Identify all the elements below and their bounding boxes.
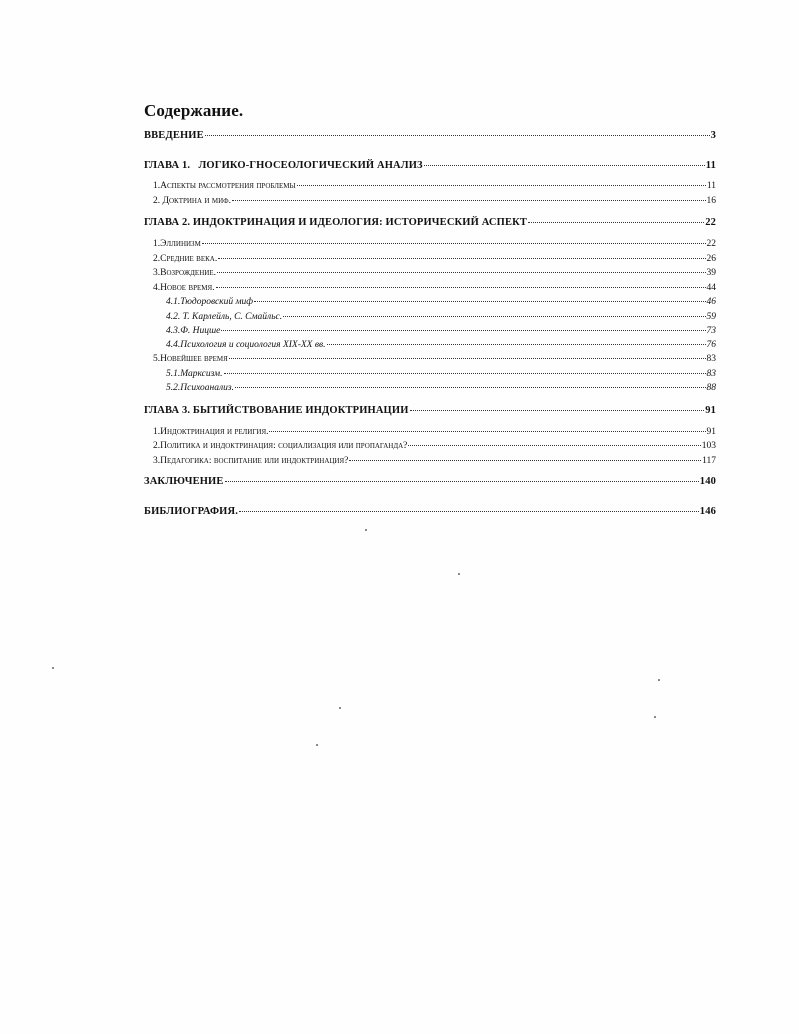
- toc-entry-label: 1.Эллинизм: [153, 239, 201, 249]
- toc-entry-section[interactable]: [153, 353, 716, 366]
- toc-entry-chapter-2[interactable]: [144, 216, 716, 229]
- toc-entry-page: 83: [706, 369, 716, 379]
- toc-entry-page: 44: [706, 283, 716, 293]
- toc-entry-label: ГЛАВА 2. ИНДОКТРИНАЦИЯ И ИДЕОЛОГИЯ: ИСТОРИЧЕСКИЙ АСПЕКТ: [144, 217, 528, 228]
- toc-entry-section[interactable]: [153, 238, 716, 251]
- toc-entry-label: 2. Доктрина и миф.: [153, 196, 232, 206]
- toc-entry-chapter-1[interactable]: [144, 159, 716, 172]
- scan-speck: [458, 573, 460, 575]
- toc-leader-dots: [254, 301, 705, 302]
- toc-entry-label: 1.Индоктринация и религия.: [153, 427, 269, 437]
- toc-entry-page: 140: [699, 476, 716, 487]
- toc-entry-page: 103: [701, 441, 716, 451]
- scan-speck: [316, 744, 318, 746]
- toc-leader-dots: [269, 431, 705, 432]
- toc-entry-subsection[interactable]: [166, 311, 716, 324]
- toc-entry-section[interactable]: [153, 426, 716, 439]
- toc-leader-dots: [408, 445, 700, 446]
- toc-entry-page: 26: [706, 254, 716, 264]
- toc-leader-dots: [217, 272, 706, 273]
- toc-entry-page: 73: [706, 326, 716, 336]
- toc-entry-page: 22: [705, 217, 716, 228]
- toc-entry-subsection[interactable]: [166, 325, 716, 338]
- toc-entry-label: 3.Возрождение.: [153, 268, 216, 278]
- toc-entry-page: 117: [702, 456, 716, 466]
- toc-entry-page: 76: [706, 340, 716, 350]
- toc-leader-dots: [528, 222, 704, 223]
- toc-entry-section[interactable]: [153, 455, 716, 468]
- toc-entry-page: 91: [705, 405, 716, 416]
- toc-entry-page: 83: [706, 354, 716, 364]
- toc-leader-dots: [205, 135, 710, 136]
- toc-entry-page: 146: [699, 506, 716, 517]
- toc-entry-subsection[interactable]: [166, 296, 716, 309]
- toc-entry-label: 3.Педагогика: воспитание или индоктринация?: [153, 456, 349, 466]
- toc-leader-dots: [349, 460, 701, 461]
- toc-entry-section[interactable]: [153, 180, 716, 193]
- toc-entry-page: 39: [706, 268, 716, 278]
- toc-entry-label: 2.Политика и индоктринация: социализация или пропаганда?: [153, 441, 408, 451]
- toc-entry-label: ГЛАВА 3. БЫТИЙСТВОВАНИЕ ИНДОКТРИНАЦИИ: [144, 405, 409, 416]
- toc-leader-dots: [218, 258, 705, 259]
- toc-entry-page: 46: [706, 297, 716, 307]
- toc-leader-dots: [225, 481, 699, 482]
- scan-speck: [52, 667, 54, 669]
- toc-entry-label: БИБЛИОГРАФИЯ.: [144, 506, 238, 517]
- toc-entry-chapter-3[interactable]: [144, 404, 716, 417]
- toc-entry-page: 11: [706, 181, 716, 191]
- toc-entry-bibliography[interactable]: [144, 505, 716, 518]
- toc-entry-label: 5.Новейшее время: [153, 354, 228, 364]
- toc-entry-label: 2.Средние века.: [153, 254, 218, 264]
- toc-leader-dots: [202, 243, 706, 244]
- toc-entry-section[interactable]: [153, 195, 716, 208]
- toc-entry-subsection[interactable]: [166, 339, 716, 352]
- toc-entry-introduction[interactable]: [144, 129, 716, 142]
- toc-entry-section[interactable]: [153, 440, 716, 453]
- toc-entry-page: 3: [710, 130, 716, 141]
- toc-leader-dots: [283, 316, 705, 317]
- toc-entry-label: 4.Новое время.: [153, 283, 215, 293]
- toc-entry-page: 91: [706, 427, 716, 437]
- scan-speck: [339, 707, 341, 709]
- page-title: Содержание.: [144, 101, 244, 120]
- toc-entry-label: 5.2.Психоанализ.: [166, 383, 234, 393]
- toc-entry-label: 4.4.Психология и социология XIX-XX вв.: [166, 340, 326, 350]
- toc-entry-section[interactable]: [153, 253, 716, 266]
- toc-entry-label: 4.1.Тюдоровский миф: [166, 297, 254, 307]
- toc-leader-dots: [424, 165, 705, 166]
- toc-entry-page: 11: [705, 160, 716, 171]
- toc-entry-page: 88: [706, 383, 716, 393]
- toc-entry-label: 4.3.Ф. Ницше: [166, 326, 221, 336]
- toc-leader-dots: [297, 185, 706, 186]
- toc-leader-dots: [327, 344, 706, 345]
- toc-entry-label: ГЛАВА 1. ЛОГИКО-ГНОСЕОЛОГИЧЕСКИЙ АНАЛИЗ: [144, 160, 423, 171]
- toc-leader-dots: [229, 358, 706, 359]
- toc-leader-dots: [410, 410, 705, 411]
- toc-entry-label: ЗАКЛЮЧЕНИЕ: [144, 476, 224, 487]
- scan-speck: [365, 529, 367, 531]
- toc-leader-dots: [232, 200, 705, 201]
- scan-speck: [658, 679, 660, 681]
- toc-leader-dots: [216, 287, 706, 288]
- toc-entry-subsection[interactable]: [166, 368, 716, 381]
- toc-entry-label: 1.Аспекты рассмотрения проблемы: [153, 181, 296, 191]
- toc-entry-label: 5.1.Марксизм.: [166, 369, 223, 379]
- toc-entry-page: 16: [706, 196, 716, 206]
- toc-entry-label: ВВЕДЕНИЕ: [144, 130, 204, 141]
- toc-entry-label: 4.2. Т. Карлейль, С. Смайльс.: [166, 312, 283, 322]
- toc-entry-page: 59: [706, 312, 716, 322]
- toc-entry-section[interactable]: [153, 267, 716, 280]
- toc-entry-conclusion[interactable]: [144, 475, 716, 488]
- toc-leader-dots: [221, 330, 705, 331]
- toc-leader-dots: [224, 373, 706, 374]
- toc-leader-dots: [239, 511, 699, 512]
- toc-entry-subsection[interactable]: [166, 382, 716, 395]
- toc-entry-page: 22: [706, 239, 716, 249]
- toc-leader-dots: [235, 387, 706, 388]
- toc-entry-section[interactable]: [153, 282, 716, 295]
- scan-speck: [654, 716, 656, 718]
